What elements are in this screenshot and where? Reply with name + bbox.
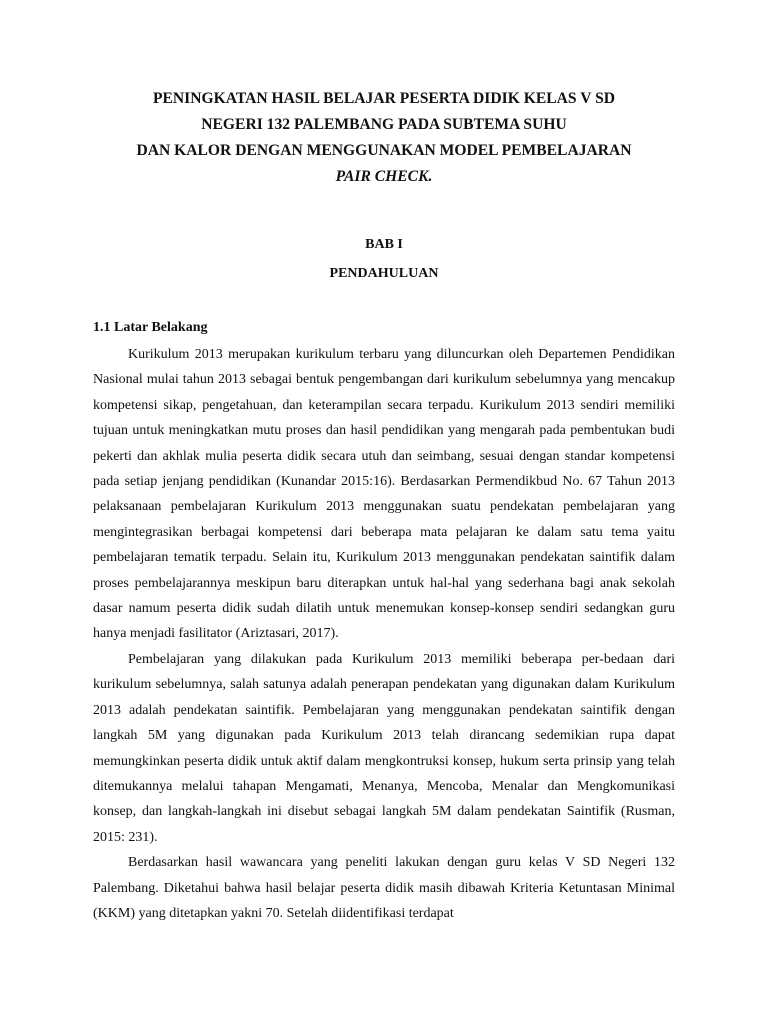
section-heading: 1.1 Latar Belakang — [93, 320, 208, 335]
document-title — [93, 86, 675, 190]
body-paragraph-2: Pembelajaran yang dilakukan pada Kurikulum 2013 memiliki beberapa per-bedaan dari kurikulum sebelumnya, salah satunya adalah penerapan pendekatan yang digunakan dalam Kurikulum 2013 adalah pendekatan saintifik. Pembelajaran yang menggunakan pendekatan saintifik dengan langkah 5M yang digunakan pada Kurikulum 2013 telah dirancang sedemikian rupa dapat memungkinkan peserta didik untuk aktif dalam mengkontruksi konsep, hukum serta prinsip yang telah ditemukannya melalui tahapan Mengamati, Menanya, Mencoba, Menalar dan Mengkomunikasi konsep, dan langkah-langkah ini disebut sebagai langkah 5M dalam pendekatan Saintifik (Rusman, 2015: 231). — [93, 651, 675, 845]
title-line-2: NEGERI 132 PALEMBANG PADA SUBTEMA SUHU — [201, 116, 567, 133]
chapter-number: BAB I — [365, 237, 403, 252]
chapter-title: PENDAHULUAN — [329, 266, 439, 281]
chapter-heading — [93, 230, 675, 288]
title-line-1: PENINGKATAN HASIL BELAJAR PESERTA DIDIK KELAS V SD — [152, 90, 616, 107]
title-line-4: PAIR CHECK. — [335, 168, 433, 185]
title-line-3: DAN KALOR DENGAN MENGGUNAKAN MODEL PEMBELAJARAN — [136, 142, 632, 159]
body-paragraph-1: Kurikulum 2013 merupakan kurikulum terbaru yang diluncurkan oleh Departemen Pendidikan Nasional mulai tahun 2013 sebagai bentuk pengembangan dari kurikulum sebelumnya yang mencakup kompetensi sikap, pengetahuan, dan keterampilan secara terpadu. Kurikulum 2013 sendiri memiliki tujuan untuk meningkatkan mutu proses dan hasil pendidikan yang mengarah pada pembentukan budi pekerti dan akhlak mulia peserta didik secara utuh dan seimbang, sesuai dengan standar kompetensi pada setiap jenjang pendidikan (Kunandar 2015:16). Berdasarkan Permendikbud No. 67 Tahun 2013 pelaksanaan pembelajaran Kurikulum 2013 menggunakan suatu pendekatan pembelajaran yang mengintegrasikan berbagai kompetensi dari beberapa mata pelajaran ke dalam satu tema yaitu pembelajaran tematik terpadu. Selain itu, Kurikulum 2013 menggunakan pendekatan saintifik dalam proses pembelajarannya meskipun baru diterapkan untuk hal-hal yang sederhana bagi anak sekolah dasar namum peserta didik sudah dilatih untuk menemukan konsep-konsep sendiri sedangkan guru hanya menjadi fasilitator (Ariztasari, 2017). — [93, 347, 675, 642]
body-paragraph-3: Berdasarkan hasil wawancara yang peneliti lakukan dengan guru kelas V SD Negeri 132 Palembang. Diketahui bahwa hasil belajar peserta didik masih dibawah Kriteria Ketuntasan Minimal (KKM) yang ditetapkan yakni 70. Setelah diidentifikasi terdapat — [93, 855, 675, 921]
